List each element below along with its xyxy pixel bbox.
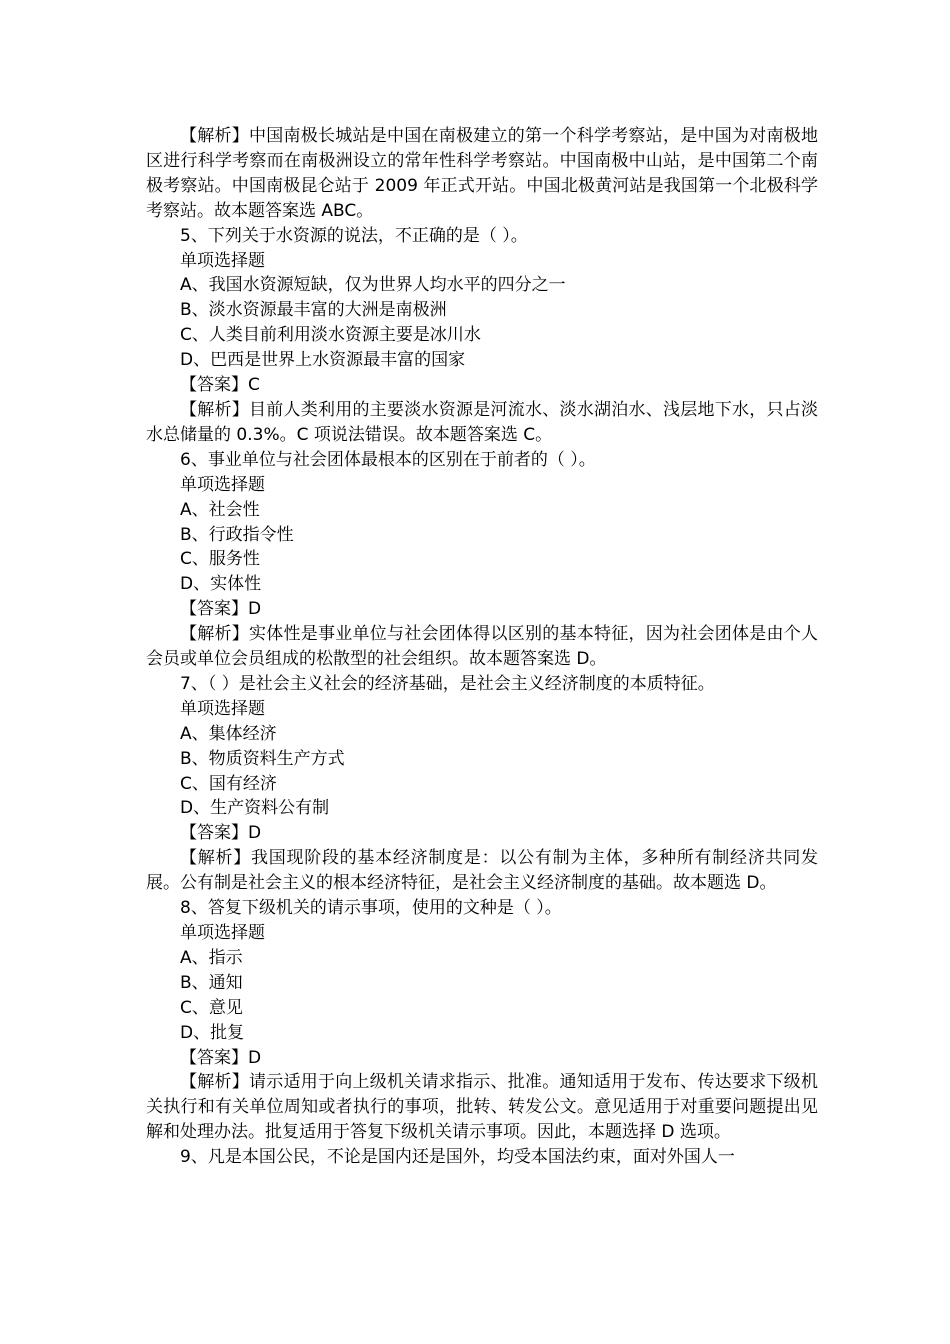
explanation-q4: 【解析】中国南极长城站是中国在南极建立的第一个科学考察站，是中国为对南极地区进行科学考察而在南极洲设立的常年性科学考察站。中国南极中山站，是中国第二个南极考察站。中国南极昆仑站于 2009 年正式开站。中国北极黄河站是我国第一个北极科学考察站。故本题答案选 ABC。 <box>146 126 818 221</box>
question-type: 单项选择题 <box>180 923 265 943</box>
answer: 【答案】D <box>180 823 262 844</box>
option-a: A、集体经济 <box>180 723 277 744</box>
explanation: 【解析】目前人类利用的主要淡水资源是河流水、淡水湖泊水、浅层地下水，只占淡水总储量的 0.3%。C 项说法错误。故本题答案选 C。 <box>146 399 818 445</box>
option-a: A、我国水资源短缺，仅为世界人均水平的四分之一 <box>180 275 566 296</box>
option-b: B、通知 <box>180 972 243 993</box>
option-d: D、生产资料公有制 <box>180 798 330 819</box>
option-b: B、行政指令性 <box>180 524 294 545</box>
question-type: 单项选择题 <box>180 474 265 495</box>
option-a: A、指示 <box>180 947 243 968</box>
option-b: B、淡水资源最丰富的大洲是南极洲 <box>180 300 447 321</box>
question-type: 单项选择题 <box>180 250 265 271</box>
question-type: 单项选择题 <box>180 698 265 719</box>
option-d: D、巴西是世界上水资源最丰富的国家 <box>180 350 466 371</box>
question-9: 9、凡是本国公民，不论是国内还是国外，均受本国法约束，面对外国人一 <box>180 1147 735 1168</box>
question-7: 7、（ ）是社会主义社会的经济基础，是社会主义经济制度的本质特征。 <box>180 673 715 694</box>
question-8: 8、答复下级机关的请示事项，使用的文种是（ ）。 <box>180 898 562 919</box>
option-a: A、社会性 <box>180 499 260 520</box>
option-c: C、人类目前利用淡水资源主要是冰川水 <box>180 325 481 346</box>
question-6: 6、事业单位与社会团体最根本的区别在于前者的（ ）。 <box>180 449 596 470</box>
option-b: B、物质资料生产方式 <box>180 748 345 769</box>
question-5: 5、下列关于水资源的说法，不正确的是（ ）。 <box>180 225 528 246</box>
option-c: C、国有经济 <box>180 773 277 794</box>
document-page <box>146 124 818 1170</box>
explanation: 【解析】实体性是事业单位与社会团体得以区别的基本特征，因为社会团体是由个人会员或单位会员组成的松散型的社会组织。故本题答案选 D。 <box>146 624 818 670</box>
option-c: C、服务性 <box>180 549 260 570</box>
explanation: 【解析】请示适用于向上级机关请求指示、批准。通知适用于发布、传达要求下级机关执行和有关单位周知或者执行的事项，批转、转发公文。意见适用于对重要问题提出见解和处理办法。批复适用于答复下级机关请示事项。因此，本题选择 D 选项。 <box>146 1072 818 1143</box>
answer: 【答案】D <box>180 599 262 620</box>
option-c: C、意见 <box>180 997 243 1018</box>
option-d: D、实体性 <box>180 574 262 595</box>
answer: 【答案】D <box>180 1047 262 1068</box>
answer: 【答案】C <box>180 375 260 396</box>
option-d: D、批复 <box>180 1022 245 1043</box>
explanation: 【解析】我国现阶段的基本经济制度是：以公有制为主体，多种所有制经济共同发展。公有制是社会主义的根本经济特征，是社会主义经济制度的基础。故本题选 D。 <box>146 848 818 894</box>
